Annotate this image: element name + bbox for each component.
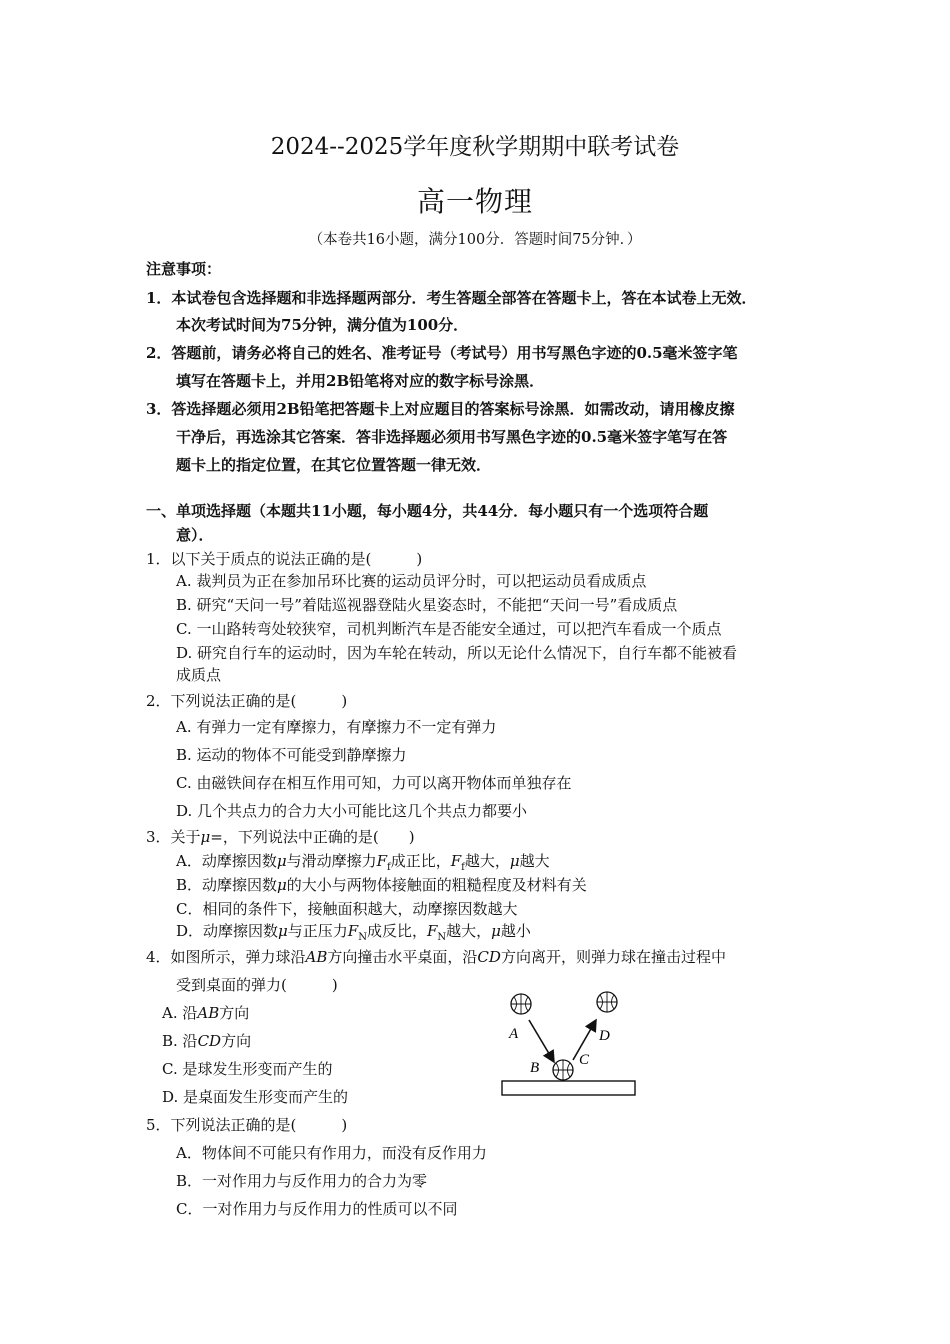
q3-option-c: C．相同的条件下，接触面积越大，动摩擦因数越大 [176,900,518,918]
q1-option-b: B. 研究“天问一号”着陆巡视器登陆火星姿态时，不能把“天问一号”看成质点 [176,596,678,614]
notice-item-3-line1: 3．答选择题必须用2B铅笔把答题卡上对应题目的答案标号涂黑．如需改动，请用橡皮擦 [146,400,735,418]
q4-option-d: D. 是桌面发生形变而产生的 [162,1088,349,1106]
exam-subject: 高一物理 [416,185,533,218]
notice-item-1-line1: 1．本试卷包含选择题和非选择题两部分．考生答题全部答在答题卡上，答在本试卷上无效． [146,289,757,307]
label-c: C [579,1052,590,1068]
label-b: B [530,1060,540,1076]
q3-option-d: D．动摩擦因数μ与正压力$F_N$成反比，$F_N$越大，μ越小 [176,922,531,943]
q3-stem: 3．关于μ=，下列说法中正确的是( ) [146,828,415,846]
label-d: D [599,1028,610,1044]
q2-option-c: C. 由磁铁间存在相互作用可知，力可以离开物体而单独存在 [176,774,572,792]
ball-impact-icon [553,1060,573,1080]
arrow-ab [529,1020,554,1062]
ball-start-icon [511,994,531,1014]
q3-option-b: B．动摩擦因数μ的大小与两物体接触面的粗糙程度及材料有关 [176,876,587,894]
q4-stem-line2: 受到桌面的弹力( ) [176,976,338,994]
q5-option-c: C．一对作用力与反作用力的性质可以不同 [176,1200,458,1218]
table-surface [502,1081,635,1095]
q4-option-a: A. 沿AB方向 [162,1004,250,1022]
q4-figure [495,988,640,1100]
q1-stem: 1．以下关于质点的说法正确的是( ) [146,550,423,568]
q4-option-b: B. 沿CD方向 [162,1032,252,1050]
q1-option-c: C. 一山路转弯处较狭窄，司机判断汽车是否能安全通过，可以把汽车看成一个质点 [176,620,722,638]
notice-item-2-line2: 填写在答题卡上，并用2B铅笔将对应的数字标号涂黑． [176,372,545,390]
q5-stem: 5．下列说法正确的是( ) [146,1116,348,1134]
notice-heading: 注意事项： [146,260,222,278]
section1-heading-line1: 一、单项选择题（本题共11小题，每小题4分，共44分．每小题只有一个选项符合题 [146,502,709,520]
q2-option-a: A. 有弹力一定有摩擦力，有摩擦力不一定有弹力 [176,718,497,736]
q3-option-a: A．动摩擦因数μ与滑动摩擦力$F_f$成正比，$F_f$越大，μ越大 [176,852,550,873]
q2-stem: 2．下列说法正确的是( ) [146,692,348,710]
label-a: A [509,1026,519,1042]
q2-option-d: D. 几个共点力的合力大小可能比这几个共点力都要小 [176,802,528,820]
exam-info: （本卷共16小题，满分100分．答题时间75分钟．） [308,232,642,248]
q4-option-c: C. 是球发生形变而产生的 [162,1060,333,1078]
q4-stem-line1: 4．如图所示，弹力球沿AB方向撞击水平桌面，沿CD方向离开，则弹力球在撞击过程中 [146,948,726,966]
section1-heading-line2: 意）． [176,526,214,544]
notice-item-3-line3: 题卡上的指定位置，在其它位置答题一律无效． [176,456,492,474]
q5-option-b: B．一对作用力与反作用力的合力为零 [176,1172,428,1190]
q2-option-b: B. 运动的物体不可能受到静摩擦力 [176,746,407,764]
notice-item-3-line2: 干净后，再选涂其它答案．答非选择题必须用书写黑色字迹的0.5毫米签字笔写在答 [176,428,728,446]
ball-end-icon [597,992,617,1012]
q1-option-d-line2: 成质点 [176,666,222,684]
exam-title: 2024--2025学年度秋学期期中联考试卷 [270,134,680,160]
q1-option-d-line1: D. 研究自行车的运动时，因为车轮在转动，所以无论什么情况下，自行车都不能被看 [176,644,738,662]
q5-option-a: A．物体间不可能只有作用力，而没有反作用力 [176,1144,487,1162]
notice-item-1-line2: 本次考试时间为75分钟，满分值为100分． [176,316,469,334]
q1-option-a: A. 裁判员为正在参加吊环比赛的运动员评分时，可以把运动员看成质点 [176,572,647,590]
notice-item-2-line1: 2．答题前，请务必将自己的姓名、准考证号（考试号）用书写黑色字迹的0.5毫米签字笔 [146,344,738,362]
